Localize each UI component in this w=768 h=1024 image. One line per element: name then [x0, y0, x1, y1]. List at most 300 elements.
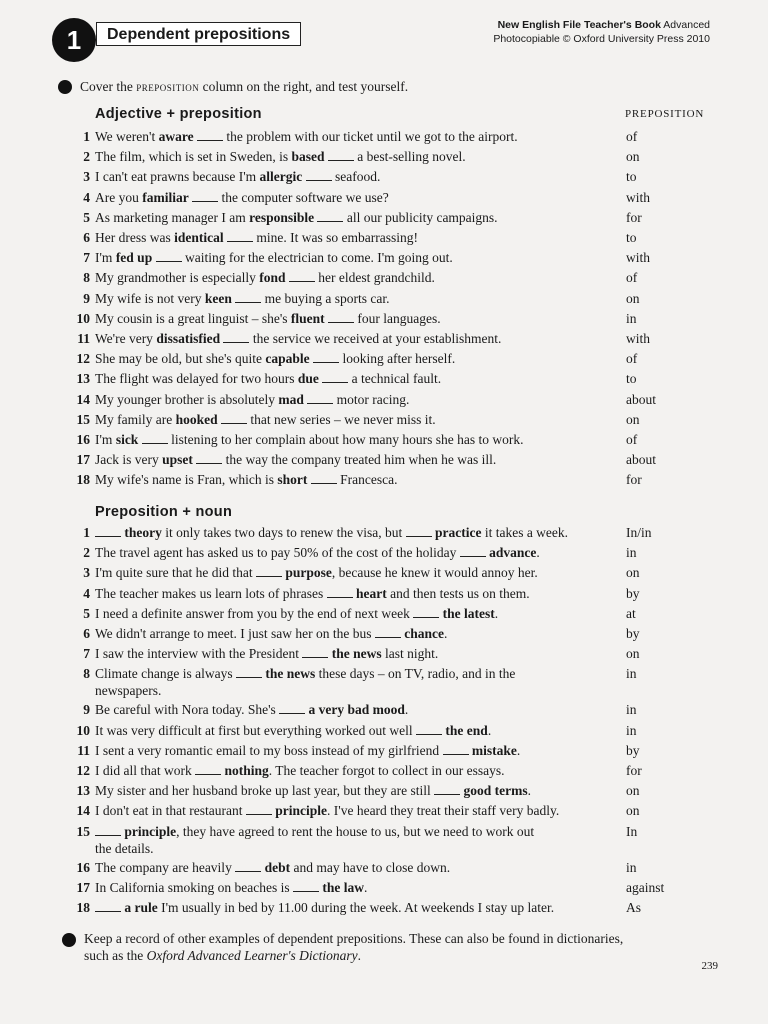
answer-blank	[221, 412, 247, 424]
exercise-row	[60, 411, 710, 431]
item-sentence	[95, 665, 635, 699]
item-sentence	[95, 859, 635, 876]
sentence-text: Be careful with Nora today. She's	[95, 702, 280, 718]
answer-blank	[416, 723, 442, 735]
sentence-text: looking after herself.	[339, 351, 456, 367]
sentence-text: I need a definite answer from you by the end of next week	[95, 605, 414, 621]
answer-blank	[460, 545, 486, 557]
item-sentence	[95, 605, 635, 622]
answer-blank	[327, 586, 353, 598]
item-number: 18	[76, 472, 90, 488]
exercise-row	[60, 722, 710, 742]
item-number: 13	[76, 371, 90, 387]
answer-preposition: in	[626, 722, 637, 738]
sentence-text: all our publicity campaigns.	[343, 209, 498, 225]
item-sentence	[95, 645, 635, 662]
item-sentence	[95, 128, 638, 145]
sentence-text: I sent a very romantic email to my boss instead of my girlfriend	[95, 742, 443, 758]
exercise-row	[60, 471, 710, 491]
exercise-row	[60, 564, 710, 584]
item-number: 17	[76, 452, 90, 468]
sentence-text: the problem with our ticket until we got to the airport.	[222, 129, 518, 144]
footer-line-2: such as the Oxford Advanced Learner's Dictionary.	[84, 948, 361, 963]
sentence-text: me buying a sports car.	[261, 290, 390, 306]
footer-line-1: Keep a record of other examples of dependent prepositions. These can also be found in dictionaries,	[84, 931, 624, 946]
sentence-text: The teacher makes us learn lots of phrases	[95, 585, 327, 601]
item-sentence	[95, 330, 635, 347]
sentence-text: .	[536, 545, 540, 561]
answer-preposition: to	[626, 230, 637, 245]
item-sentence	[95, 229, 635, 246]
sentence-text: I can't eat prawns because I'm	[95, 169, 260, 185]
answer-blank	[322, 371, 348, 383]
item-sentence	[95, 471, 635, 488]
item-sentence	[95, 411, 635, 428]
keyword: keen	[204, 290, 232, 306]
sentence-text: that new series – we never miss it.	[247, 411, 436, 427]
item-number: 6	[83, 230, 90, 245]
answer-preposition: on	[626, 565, 640, 581]
item-sentence	[95, 802, 635, 819]
answer-blank	[317, 210, 343, 222]
exercise-row	[60, 330, 710, 350]
answer-preposition: on	[626, 411, 640, 427]
item-sentence	[95, 370, 635, 387]
sentence-text: My sister and her husband broke up last year, but they are still	[95, 783, 435, 799]
answer-blank	[192, 190, 218, 202]
answer-blank	[279, 702, 305, 714]
answer-preposition: in	[626, 702, 637, 718]
sentence-text: it only takes two days to renew the visa, but	[161, 525, 406, 540]
answer-blank	[235, 860, 261, 872]
answer-preposition: in	[626, 666, 637, 682]
answer-preposition: on	[626, 803, 640, 819]
sentence-text-continued: newspapers.	[95, 683, 162, 699]
sentence-text: My younger brother is absolutely	[95, 391, 279, 407]
sentence-text: I don't eat in that restaurant	[95, 803, 246, 819]
item-number: 4	[83, 585, 90, 601]
answer-blank	[227, 230, 253, 242]
sentence-text: waiting for the electrician to come. I'm going out.	[181, 250, 453, 266]
item-number: 2	[83, 545, 90, 561]
item-number: 10	[76, 310, 90, 326]
sentence-text: it takes a week.	[481, 525, 569, 540]
sentence-text: I did all that work	[95, 763, 196, 778]
sentence-text: last night.	[381, 646, 439, 662]
exercise-row	[60, 290, 710, 310]
item-number: 12	[76, 351, 90, 367]
answer-preposition: in	[626, 310, 637, 326]
answer-preposition: about	[626, 452, 656, 468]
answer-blank	[313, 351, 339, 363]
keyword: the law	[322, 879, 364, 895]
sentence-text: .	[363, 879, 368, 895]
exercise-row	[60, 249, 710, 269]
item-number: 11	[77, 331, 90, 346]
item-number: 9	[83, 702, 90, 718]
answer-preposition: of	[626, 129, 638, 144]
book-level: Advanced	[663, 19, 710, 31]
keyword: a rule	[124, 900, 158, 915]
answer-preposition: for	[626, 472, 642, 488]
keyword: identical	[174, 230, 224, 245]
answer-preposition: for	[626, 763, 642, 778]
exercise-row	[60, 370, 710, 390]
sentence-text: The flight was delayed for two hours	[95, 371, 298, 387]
item-sentence	[95, 722, 635, 739]
sentence-text: the service we received at your establishment.	[249, 331, 502, 346]
keyword: purpose	[285, 565, 332, 581]
exercise-row	[60, 742, 710, 762]
sentence-text: I'm	[95, 432, 116, 447]
item-number: 1	[83, 525, 90, 540]
sentence-text: My wife is not very	[95, 290, 205, 306]
item-sentence	[95, 148, 635, 165]
keyword: theory	[124, 525, 162, 540]
answer-preposition: in	[626, 545, 637, 561]
item-number: 18	[76, 900, 90, 915]
keyword: good terms	[463, 783, 528, 799]
sentence-text: The company are heavily	[95, 859, 236, 875]
answer-blank	[302, 646, 328, 658]
keyword: dissatisfied	[156, 331, 221, 346]
item-number: 2	[83, 149, 90, 165]
item-number: 5	[83, 605, 90, 621]
item-number: 4	[83, 189, 90, 205]
section-title-noun: Preposition + noun	[95, 504, 233, 520]
answer-blank	[293, 880, 319, 892]
answer-preposition: on	[626, 646, 640, 662]
sentence-text: motor racing.	[333, 391, 410, 407]
preposition-column-head: PREPOSITION	[625, 108, 705, 120]
item-sentence	[95, 391, 635, 408]
answer-blank	[413, 606, 439, 618]
exercise-row	[60, 782, 710, 802]
item-number: 5	[83, 209, 90, 225]
sentence-text: . I've heard they treat their staff very badly.	[327, 803, 560, 819]
sentence-text: seafood.	[331, 169, 381, 185]
item-sentence	[95, 290, 635, 307]
item-number: 8	[83, 270, 90, 286]
item-sentence	[95, 269, 638, 286]
exercise-row	[60, 625, 710, 645]
item-sentence	[95, 701, 635, 718]
keyword: advance	[489, 545, 537, 561]
item-number: 17	[76, 879, 90, 895]
keyword: principle	[124, 823, 177, 839]
sentence-text: We're very	[95, 331, 157, 346]
answer-preposition: in	[626, 859, 637, 875]
exercise-row	[60, 189, 710, 209]
sentence-text: The film, which is set in Sweden, is	[95, 149, 292, 165]
item-number: 15	[76, 823, 90, 839]
exercise-row	[60, 544, 710, 564]
sentence-text-continued: the details.	[95, 840, 154, 856]
answer-blank	[434, 783, 460, 795]
footer-instruction	[62, 930, 623, 964]
instruction-text: Cover the preposition column on the right, and test yourself.	[80, 79, 409, 94]
sentence-text: As marketing manager I am	[95, 209, 250, 225]
answer-preposition: by	[626, 626, 640, 641]
keyword: heart	[356, 585, 387, 601]
sentence-text: .	[516, 742, 521, 758]
answer-preposition: of	[626, 270, 638, 286]
exercise-row	[60, 605, 710, 625]
section-title-adjective: Adjective + preposition	[95, 106, 262, 122]
sentence-text: .	[487, 722, 492, 738]
answer-preposition: on	[626, 290, 640, 306]
sentence-text: the way the company treated him when he was ill.	[222, 452, 497, 468]
item-number: 14	[76, 391, 90, 407]
answer-preposition: In/in	[626, 525, 652, 540]
item-sentence	[95, 451, 635, 468]
item-sentence	[95, 879, 635, 896]
sentence-text: We didn't arrange to meet. I just saw her on the bus	[95, 626, 375, 641]
item-sentence	[95, 168, 635, 185]
answer-preposition: on	[626, 149, 640, 165]
item-number: 14	[76, 803, 90, 819]
keyword: mistake	[471, 742, 517, 758]
item-sentence	[95, 564, 635, 581]
book-title: New English File Teacher's Book	[497, 19, 661, 31]
item-number: 9	[83, 290, 90, 306]
unit-number-badge: 1	[52, 18, 96, 62]
exercise-row	[60, 585, 710, 605]
item-sentence	[95, 742, 635, 759]
keyword: the news	[331, 646, 382, 662]
answer-preposition: at	[626, 605, 636, 621]
answer-preposition: with	[626, 250, 651, 266]
answer-preposition: with	[626, 331, 651, 346]
exercise-row	[60, 229, 710, 249]
answer-preposition: by	[626, 585, 640, 601]
keyword: nothing	[224, 763, 269, 778]
sentence-text: We weren't	[95, 129, 159, 144]
keyword: hooked	[175, 411, 218, 427]
item-number: 11	[77, 742, 90, 758]
answer-preposition: of	[626, 432, 638, 447]
page-title: Dependent prepositions	[96, 22, 301, 46]
item-number: 8	[83, 666, 90, 682]
sentence-text: .	[404, 702, 409, 718]
sentence-text: My wife's name is Fran, which is	[95, 472, 278, 488]
item-number: 15	[76, 411, 90, 427]
item-number: 3	[83, 169, 90, 185]
sentence-text: The travel agent has asked us to pay 50% of the cost of the holiday	[95, 545, 460, 561]
item-sentence	[95, 249, 635, 266]
exercise-row	[60, 209, 710, 229]
exercise-row	[60, 823, 710, 856]
sentence-text: I'm quite sure that he did that	[95, 565, 257, 581]
exercise-row	[60, 148, 710, 168]
keyword: fond	[259, 270, 286, 286]
answer-blank	[95, 900, 121, 912]
answer-preposition: about	[626, 391, 656, 407]
exercise-row	[60, 899, 710, 919]
keyword: mad	[278, 391, 304, 407]
keyword: practice	[434, 525, 482, 540]
bullet-icon	[62, 933, 76, 947]
answer-preposition: by	[626, 742, 640, 758]
exercise-row	[60, 762, 710, 782]
bullet-icon	[58, 80, 72, 94]
item-sentence	[95, 899, 635, 916]
item-number: 12	[76, 763, 90, 778]
keyword: the news	[265, 666, 316, 682]
answer-blank	[156, 250, 182, 262]
sentence-text: I'm usually in bed by 11.00 during the week. At weekends I stay up later.	[157, 900, 555, 915]
item-sentence	[95, 782, 635, 799]
keyword: debt	[264, 859, 291, 875]
keyword: based	[291, 149, 325, 165]
keyword: fed up	[115, 250, 153, 266]
answer-blank	[235, 291, 261, 303]
keyword: the latest	[442, 605, 495, 621]
sentence-text: Are you	[95, 189, 143, 205]
sentence-text: Climate change is always	[95, 666, 236, 682]
answer-blank	[306, 169, 332, 181]
item-number: 7	[83, 646, 90, 662]
exercise-row	[60, 451, 710, 471]
keyword: fluent	[290, 310, 325, 326]
item-sentence	[95, 350, 638, 367]
answer-blank	[443, 743, 469, 755]
answer-blank	[95, 525, 121, 537]
sentence-text: .	[444, 626, 448, 641]
answer-preposition: on	[626, 783, 640, 799]
sentence-text: My family are	[95, 411, 176, 427]
sentence-text: In California smoking on beaches is	[95, 879, 293, 895]
sentence-text: I'm	[95, 250, 116, 266]
answer-blank	[236, 666, 262, 678]
item-number: 3	[83, 565, 90, 581]
answer-preposition: with	[626, 189, 651, 205]
sentence-text: .	[494, 605, 499, 621]
exercise-row	[60, 879, 710, 899]
sentence-text: My cousin is a great linguist – she's	[95, 310, 291, 326]
item-sentence	[95, 209, 635, 226]
exercise-row	[60, 391, 710, 411]
sentence-text: . The teacher forgot to collect in our essays.	[268, 763, 505, 778]
sentence-text: and then tests us on them.	[386, 585, 530, 601]
sentence-text: the computer software we use?	[218, 189, 389, 205]
keyword: principle	[275, 803, 328, 819]
sentence-text: a best-selling novel.	[353, 149, 466, 165]
sentence-text: a technical fault.	[348, 371, 442, 387]
answer-blank	[307, 392, 333, 404]
page-number: 239	[701, 960, 718, 972]
answer-preposition: of	[626, 351, 638, 367]
keyword: short	[277, 472, 308, 488]
answer-blank	[406, 525, 432, 537]
copyright-line: Photocopiable © Oxford University Press 2010	[493, 33, 710, 45]
item-sentence	[95, 544, 635, 561]
answer-blank	[95, 824, 121, 836]
sentence-text: and may have to close down.	[290, 859, 451, 875]
answer-blank	[311, 472, 337, 484]
exercise-row	[60, 859, 710, 879]
keyword: sick	[115, 432, 139, 447]
sentence-text: listening to her complain about how many hours she has to work.	[167, 432, 524, 447]
answer-blank	[375, 626, 401, 638]
item-number: 6	[83, 626, 90, 641]
answer-preposition: against	[626, 879, 665, 895]
sentence-text: My grandmother is especially	[95, 270, 260, 286]
sentence-text: these days – on TV, radio, and in the	[315, 666, 516, 682]
item-number: 13	[76, 783, 90, 799]
sentence-text: , because he knew it would annoy her.	[331, 565, 538, 581]
answer-blank	[289, 270, 315, 282]
sentence-text: Jack is very	[95, 452, 163, 468]
answer-preposition: to	[626, 169, 637, 185]
sentence-text: She may be old, but she's quite	[95, 351, 266, 367]
sentence-text: four languages.	[354, 310, 441, 326]
item-sentence	[95, 762, 635, 779]
exercise-row	[60, 665, 710, 699]
item-sentence	[95, 431, 638, 448]
exercise-row	[60, 310, 710, 330]
exercise-row	[60, 701, 710, 721]
item-sentence	[95, 823, 638, 857]
keyword: a very bad mood	[308, 702, 405, 718]
sentence-text: Her dress was	[95, 230, 175, 245]
answer-blank	[328, 311, 354, 323]
item-number: 10	[76, 722, 90, 738]
sentence-text: mine. It was so embarrassing!	[252, 230, 418, 245]
item-sentence	[95, 585, 635, 602]
sentence-text: It was very difficult at first but everything worked out well	[95, 722, 417, 738]
exercise-row	[60, 645, 710, 665]
item-number: 16	[76, 859, 90, 875]
answer-preposition: As	[626, 900, 642, 915]
answer-preposition: for	[626, 209, 642, 225]
answer-preposition: to	[626, 371, 637, 387]
sentence-text: , they have agreed to rent the house to us, but we need to work out	[176, 823, 535, 839]
keyword: capable	[265, 351, 310, 367]
answer-blank	[142, 432, 168, 444]
item-sentence	[95, 310, 635, 327]
item-sentence	[95, 625, 635, 642]
answer-blank	[223, 331, 249, 343]
keyword: aware	[158, 129, 194, 144]
item-sentence	[95, 189, 635, 206]
exercise-row	[60, 802, 710, 822]
exercise-row	[60, 350, 710, 370]
item-sentence	[95, 524, 635, 541]
exercise-row	[60, 269, 710, 289]
keyword: due	[297, 371, 319, 387]
keyword: responsible	[249, 209, 315, 225]
keyword: the end	[445, 722, 488, 738]
book-credit	[493, 18, 710, 46]
answer-preposition: In	[626, 823, 638, 839]
item-number: 7	[83, 250, 90, 266]
answer-blank	[256, 565, 282, 577]
item-number: 1	[83, 129, 90, 144]
answer-blank	[328, 149, 354, 161]
sentence-text: her eldest grandchild.	[314, 270, 435, 286]
keyword: chance	[404, 626, 445, 641]
exercise-row	[60, 168, 710, 188]
answer-blank	[196, 452, 222, 464]
exercise-row	[60, 524, 710, 544]
sentence-text: I saw the interview with the President	[95, 646, 303, 662]
instruction	[58, 79, 408, 95]
answer-blank	[197, 129, 223, 141]
exercise-row	[60, 431, 710, 451]
keyword: allergic	[259, 169, 303, 185]
sentence-text: Francesca.	[336, 472, 398, 488]
